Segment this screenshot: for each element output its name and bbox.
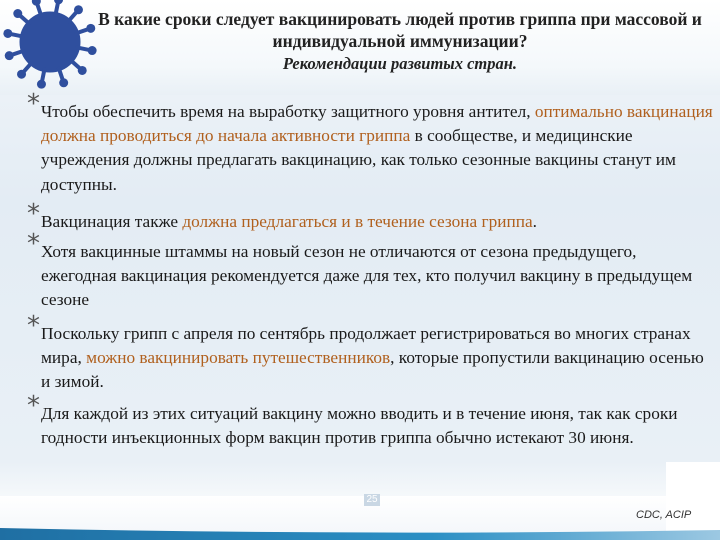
bullet-item: [27, 199, 714, 234]
bullet-text: [30, 322, 714, 395]
highlighted-text: оптимально вакцинация должна проводиться до начала активности гриппа: [41, 102, 713, 146]
bullet-text-segment: .: [532, 212, 537, 231]
bullet-item: [27, 391, 714, 450]
bullet-text-segment: Поскольку грипп с апреля по сентябрь продолжает регистрироваться во многих странах мира,: [41, 324, 691, 368]
bottom-decor-bar: [0, 524, 720, 540]
page-number: 25: [364, 494, 380, 506]
bullet-text-segment: в сообществе, и медицинские учреждения должны предлагать вакцинацию, как только сезонные вакцины станут им доступны.: [41, 126, 676, 194]
highlighted-text: можно вакцинировать путешественников: [86, 348, 391, 368]
asterisk-bullet-icon: *: [27, 89, 40, 119]
bullet-text: [30, 210, 714, 234]
bullet-text-segment: , которые пропустили вакцинацию осенью и зимой.: [41, 348, 704, 392]
source-citation: CDC, ACIP: [636, 509, 692, 521]
slide-title: В какие сроки следует вакцинировать людей против гриппа при массовой и индивидуальной иммунизации?: [98, 9, 702, 51]
asterisk-bullet-icon: *: [27, 199, 40, 229]
bullet-item: [27, 89, 714, 197]
bullet-text-segment: Чтобы обеспечить время на выработку защитного уровня антител,: [41, 102, 535, 121]
asterisk-bullet-icon: *: [27, 311, 40, 341]
bullet-text-segment: Вакцинация также: [41, 212, 183, 231]
bullet-text: [30, 100, 714, 197]
highlighted-text: должна предлагаться и в течение сезона гриппа: [182, 212, 533, 231]
slide-subtitle: Рекомендации развитых стран.: [282, 54, 518, 73]
bullet-text-segment: Для каждой из этих ситуаций вакцину можно вводить и в течение июня, так как сроки годности инъекционных форм вакцин против гриппа обычно истекают 30 июня.: [41, 404, 678, 448]
bullet-text: [30, 402, 714, 450]
asterisk-bullet-icon: *: [27, 391, 40, 421]
virus-icon: [0, 0, 108, 102]
bullet-text: [30, 240, 714, 313]
bullet-item: [27, 229, 714, 313]
bullet-item: [27, 311, 714, 395]
asterisk-bullet-icon: *: [27, 229, 40, 259]
bullet-text-segment: Хотя вакцинные штаммы на новый сезон не отличаются от сезона предыдущего, ежегодная вакцинация рекомендуется даже для тех, кто получил вакцину в предыдущем сезоне: [41, 242, 693, 310]
